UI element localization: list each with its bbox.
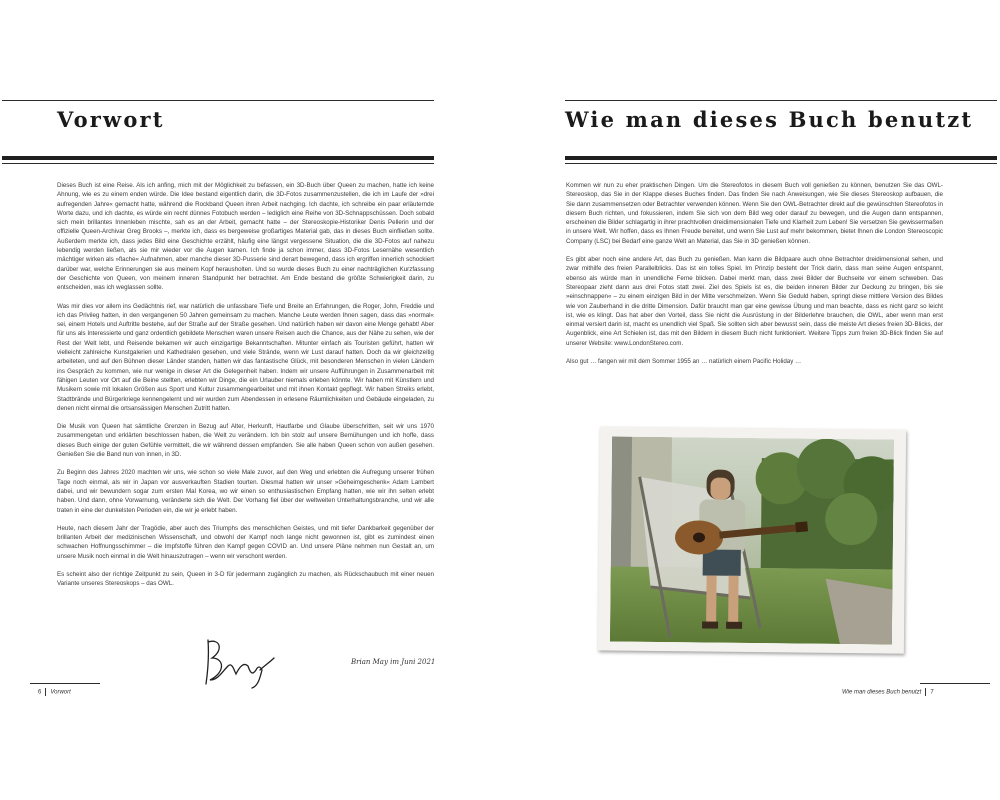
footer-separator <box>45 688 46 696</box>
right-page <box>500 0 1000 800</box>
instructions-text <box>566 181 943 375</box>
footer-separator <box>925 688 926 696</box>
paragraph: Die Musik von Queen hat sämtliche Grenzen in Bezug auf Alter, Herkunft, Hautfarbe und Glaube überschritten, seit wir uns 1970 zusammengetan und erklärten beschlossen haben, die Welt zu verändern. Ich bin stolz auf unsere Bemühungen und ich hoffe, dass dieses Buch einige der guten Gefühle vermittelt, die wir während dessen empfanden. Sie alle haben Queen schon von außen gesehen. Genießen Sie die Band nun von innen, in 3D. <box>57 423 434 459</box>
page-number: 6 <box>38 689 42 696</box>
paragraph: Heute, nach diesem Jahr der Tragödie, aber auch des Triumphs des menschlichen Geistes, und mit tiefer Dankbarkeit gegenüber der brillanten Arbeit der medizinischen Wissenschaft, und obwohl der Kampf noch lange nicht gewonnen ist, gibt es zumindest einen schwachen Hoffnungsschimmer – die Impfstoffe führen den Kampf gegen COVID an. Und unsere Pläne nehmen nun Gestalt an, um unsere Musik noch einmal in die Welt hinauszutragen – wenn wir verschont werden. <box>57 524 434 560</box>
footer <box>842 688 934 696</box>
page-number: 7 <box>930 689 934 696</box>
footer-label: Wie man dieses Buch benutzt <box>842 689 922 696</box>
paragraph: Dieses Buch ist eine Reise. Als ich anfing, mich mit der Möglichkeit zu befassen, ein 3D-Buch über Queen zu machen, hatte ich keine Ahnung, wie es zu einem enden würde. Die Idee bestand eigentlich darin, die 3D-Fotos zusammenzustellen, die ich im Laufe der »drei aufregenden Jahre« gemacht hatte, während die Rockband Queen ihren Arbeit nachging. Ich dachte, ich schreibe ein paar erläuternde Worte dazu, und ich dachte, es würde ein recht dünnes Fotobuch werden – lediglich eine Reihe von 3D-Schnappschüssen. Doch sobald sich mein brillantes Innenleben mischte, sah es an der Arbeit, gemacht hatte – der Stereoskopie-Historiker Denis Pellerin und der offizielle Queen-Archivar Greg Brooks –, merkte ich, dass es bergeweise großartiges Material gab, das in dieses Buch einfließen sollte. Außerdem merkte ich, dass jedes Bild eine Geschichte erzählt, häufig eine längst vergessene Situation, die die 3D-Fotos auf nahezu lebendig werden ließen, als sie mir wieder vor die Augen kamen. Ich finde ja schon immer, dass 3D-Fotos Lesernähe wesentlich mächtiger wirken als »flache« Aufnahmen, aber manche dieser 3D-Pusserie sind derart bewegend, dass ich ergriffen innerlich schockiert darüber war, welche Erinnerungen sie aus meinem Kopf herausholten. Und so wurde dieses Buch zu einer nachträglichen Kurzfassung der Geschichte von Queen, von meinem inneren Standpunkt her betrachtet. Am Ende bestand die größte Schwierigkeit darin, zu entscheiden, was ich weglassen sollte. <box>57 182 434 292</box>
heading-rule <box>2 156 434 160</box>
paragraph: Zu Beginn des Jahres 2020 machten wir uns, wie schon so viele Male zuvor, auf den Weg und erlebten die Aufregung unserer frühen Tage noch einmal, als wir in Japan vor ausverkauften Stadien tourten. Diesmal hatten wir unser »Geheimgeschenk« Adam Lambert dabei, und wir bewundern sogar zum ersten Mal Korea, wo wir einen so enthusiastischen Empfang hatten, wie wir ihn selten erlebt haben. Und dann, ohne Vorwarnung, veränderte sich die Welt. Der Vorhang fiel über der weltweiten Unterhaltungsbranche, und wir alle traten in eine der dunkelsten Perioden ein, die wir je erlebt haben. <box>57 469 434 514</box>
paragraph: Es scheint also der richtige Zeitpunkt zu sein, Queen in 3-D für jedermann zugänglich zu machen, als Rückschaubuch mit einer neuen Variante unseres Stereoskops – das OWL. <box>57 570 434 588</box>
signature-caption: Brian May im Juni 2021 <box>351 658 436 666</box>
paragraph: Kommen wir nun zu eher praktischen Dingen. Um die Stereofotos in diesem Buch voll genießen zu können, benutzen Sie das OWL-Stereoskop, das Sie in der Klappe dieses Buches finden. Das finden Sie nach Anweisungen, wie Sie dieses Stereoskop aufbauen, die Sie dann zusammensetzen oder Betrachter verwenden können. Wenn Sie den OWL-Betrachter direkt auf die gewünschten Stereofotos in diesem Buch richten, und fokussieren, indem Sie sich von dem Bild weg oder darauf zu bewegen, und die Augen dann entspannen, erscheinen die Bilder schlagartig in ihrer prachtvollen dreidimensionalen Tiefe und Klarheit zum Leben! Sie versetzen Sie gewissermaßen in unsere Welt. Wir hoffen, dass es Ihnen Freude bereitet, und wenn Sie Lust auf mehr bekommen, bietet Ihnen die London Stereoscopic Company (LSC) bei Bedarf eine ganze Welt an Material, das Sie in 3D genießen können. <box>566 182 943 245</box>
paragraph: Also gut … fangen wir mit dem Sommer 1955 an … natürlich einem Pacific Holiday … <box>566 358 802 366</box>
photo-frame <box>598 426 906 653</box>
foreword-text <box>57 181 434 598</box>
footer <box>38 688 71 696</box>
page-title: Wie man dieses Buch benutzt <box>565 107 974 132</box>
heading-rule <box>565 156 997 160</box>
heading-underline <box>2 163 434 164</box>
paragraph: Was mir dies vor allem ins Gedächtnis rief, war natürlich die unfassbare Tiefe und Breite an Erfahrungen, die Roger, John, Freddie und ich das Privileg hatten, in den vergangenen 50 Jahren gemeinsam zu machen. Manche Leute werden Ihnen sagen, dass das »normal« sei, einem Hotels und Auftritte bestehe, auf der Straße auf der Straße gesehen. Und natürlich haben wir davon eine Menge gehabt! Aber für uns als Interessierte und ganz ordentlich gebildete Menschen waren unsere Reisen auch die Chance, aus der Nähe zu sehen, wie der Rest der Welt lebt, und Reisende bekamen wir auch einzigartige Bekanntschaften. Mitunter einfach als Touristen geführt, hatten wir vielleicht zahlreiche Kunstgalerien und Kathedralen gesehen, und viele Strände, wenn wir Lust darauf hatten. Doch da wir gleichzeitig arbeiteten, und auf den Bühnen dieser Länder standen, hatten wir das fantastische Glück, mit besonderen Menschen in vielen Ländern ins Gespräch zu kommen, wie nur wenige in dieser Art die Gelegenheit haben. Indem wir unsere Aufführungen in Zusammenarbeit mit fähigen Leuten vor Ort auf die Beine stellten, erlebten wir Dinge, die ein Urlauber niemals erleben könnte. Wir haben mit Künstlern und Musikern sowie mit lokalen Größen aus Sport und Kultur zusammengearbeitet und mit ihnen Kontakt gepflegt. Wir haben Streiks erlebt, Stadtbrände und Bürgerkriege kennengelernt und wir wurden zum Abendessen in erlesene Räumlichkeiten und Gebäude eingeladen, zu denen nicht einmal die ortsansässigen Menschen Zutritt hatten. <box>57 302 434 412</box>
top-rule <box>2 100 434 101</box>
signature-icon <box>200 636 280 690</box>
footer-rule <box>30 683 100 684</box>
paragraph: Es gibt aber noch eine andere Art, das Buch zu genießen. Man kann die Bildpaare auch ohne Betrachter dreidimensional sehen, und zwar mithilfe des freien Parallelblicks. Das ist ein tolles Spiel. Im Prinzip besteht der Trick darin, dass man seine Augen entspannt, ebenso als würde man in unendliche Ferne blicken. Dabei merkt man, dass zwei Bilder der Buchseite vor einem schweben. Das Stereopaar zieht dann aus drei Fotos statt zwei. Ziel des Spiels ist es, die beiden inneren Bilder zur Deckung zu bringen, bis sie »einschnappen« – zu einem einzigen Bild in der Mitte verschmelzen. Wenn Sie Geduld haben, springt diese mittlere Version des Bildes wie von Zauberhand in die dritte Dimension. Dafür braucht man gar eine gewisse Übung und man beachte, dass es nicht ganz so leicht ist, wie es klingt. Das hat aber den Vorteil, dass Sie nicht die Ausrüstung in der Bilderlehre brauchen, die OWL, aber wenn man erst einmal versiert darin ist, macht es unendlich viel Spaß. Sie sollten sich aber bewusst sein, dass die meiste Art dieses freien 3D-Blicks, der Augenblick, eine Art Schielen ist, das mit den Bildern in diesem Buch nicht funktioniert. Weitere Tipps zum freien 3D-Blick finden Sie auf unserer Website: www.LondonStereo.com. <box>566 256 943 347</box>
boy-with-guitar-photo-icon <box>610 437 894 645</box>
top-rule <box>565 100 997 101</box>
page-title: Vorwort <box>57 107 165 132</box>
heading-underline <box>565 163 997 164</box>
footer-label: Vorwort <box>50 689 71 696</box>
footer-rule <box>920 683 990 684</box>
